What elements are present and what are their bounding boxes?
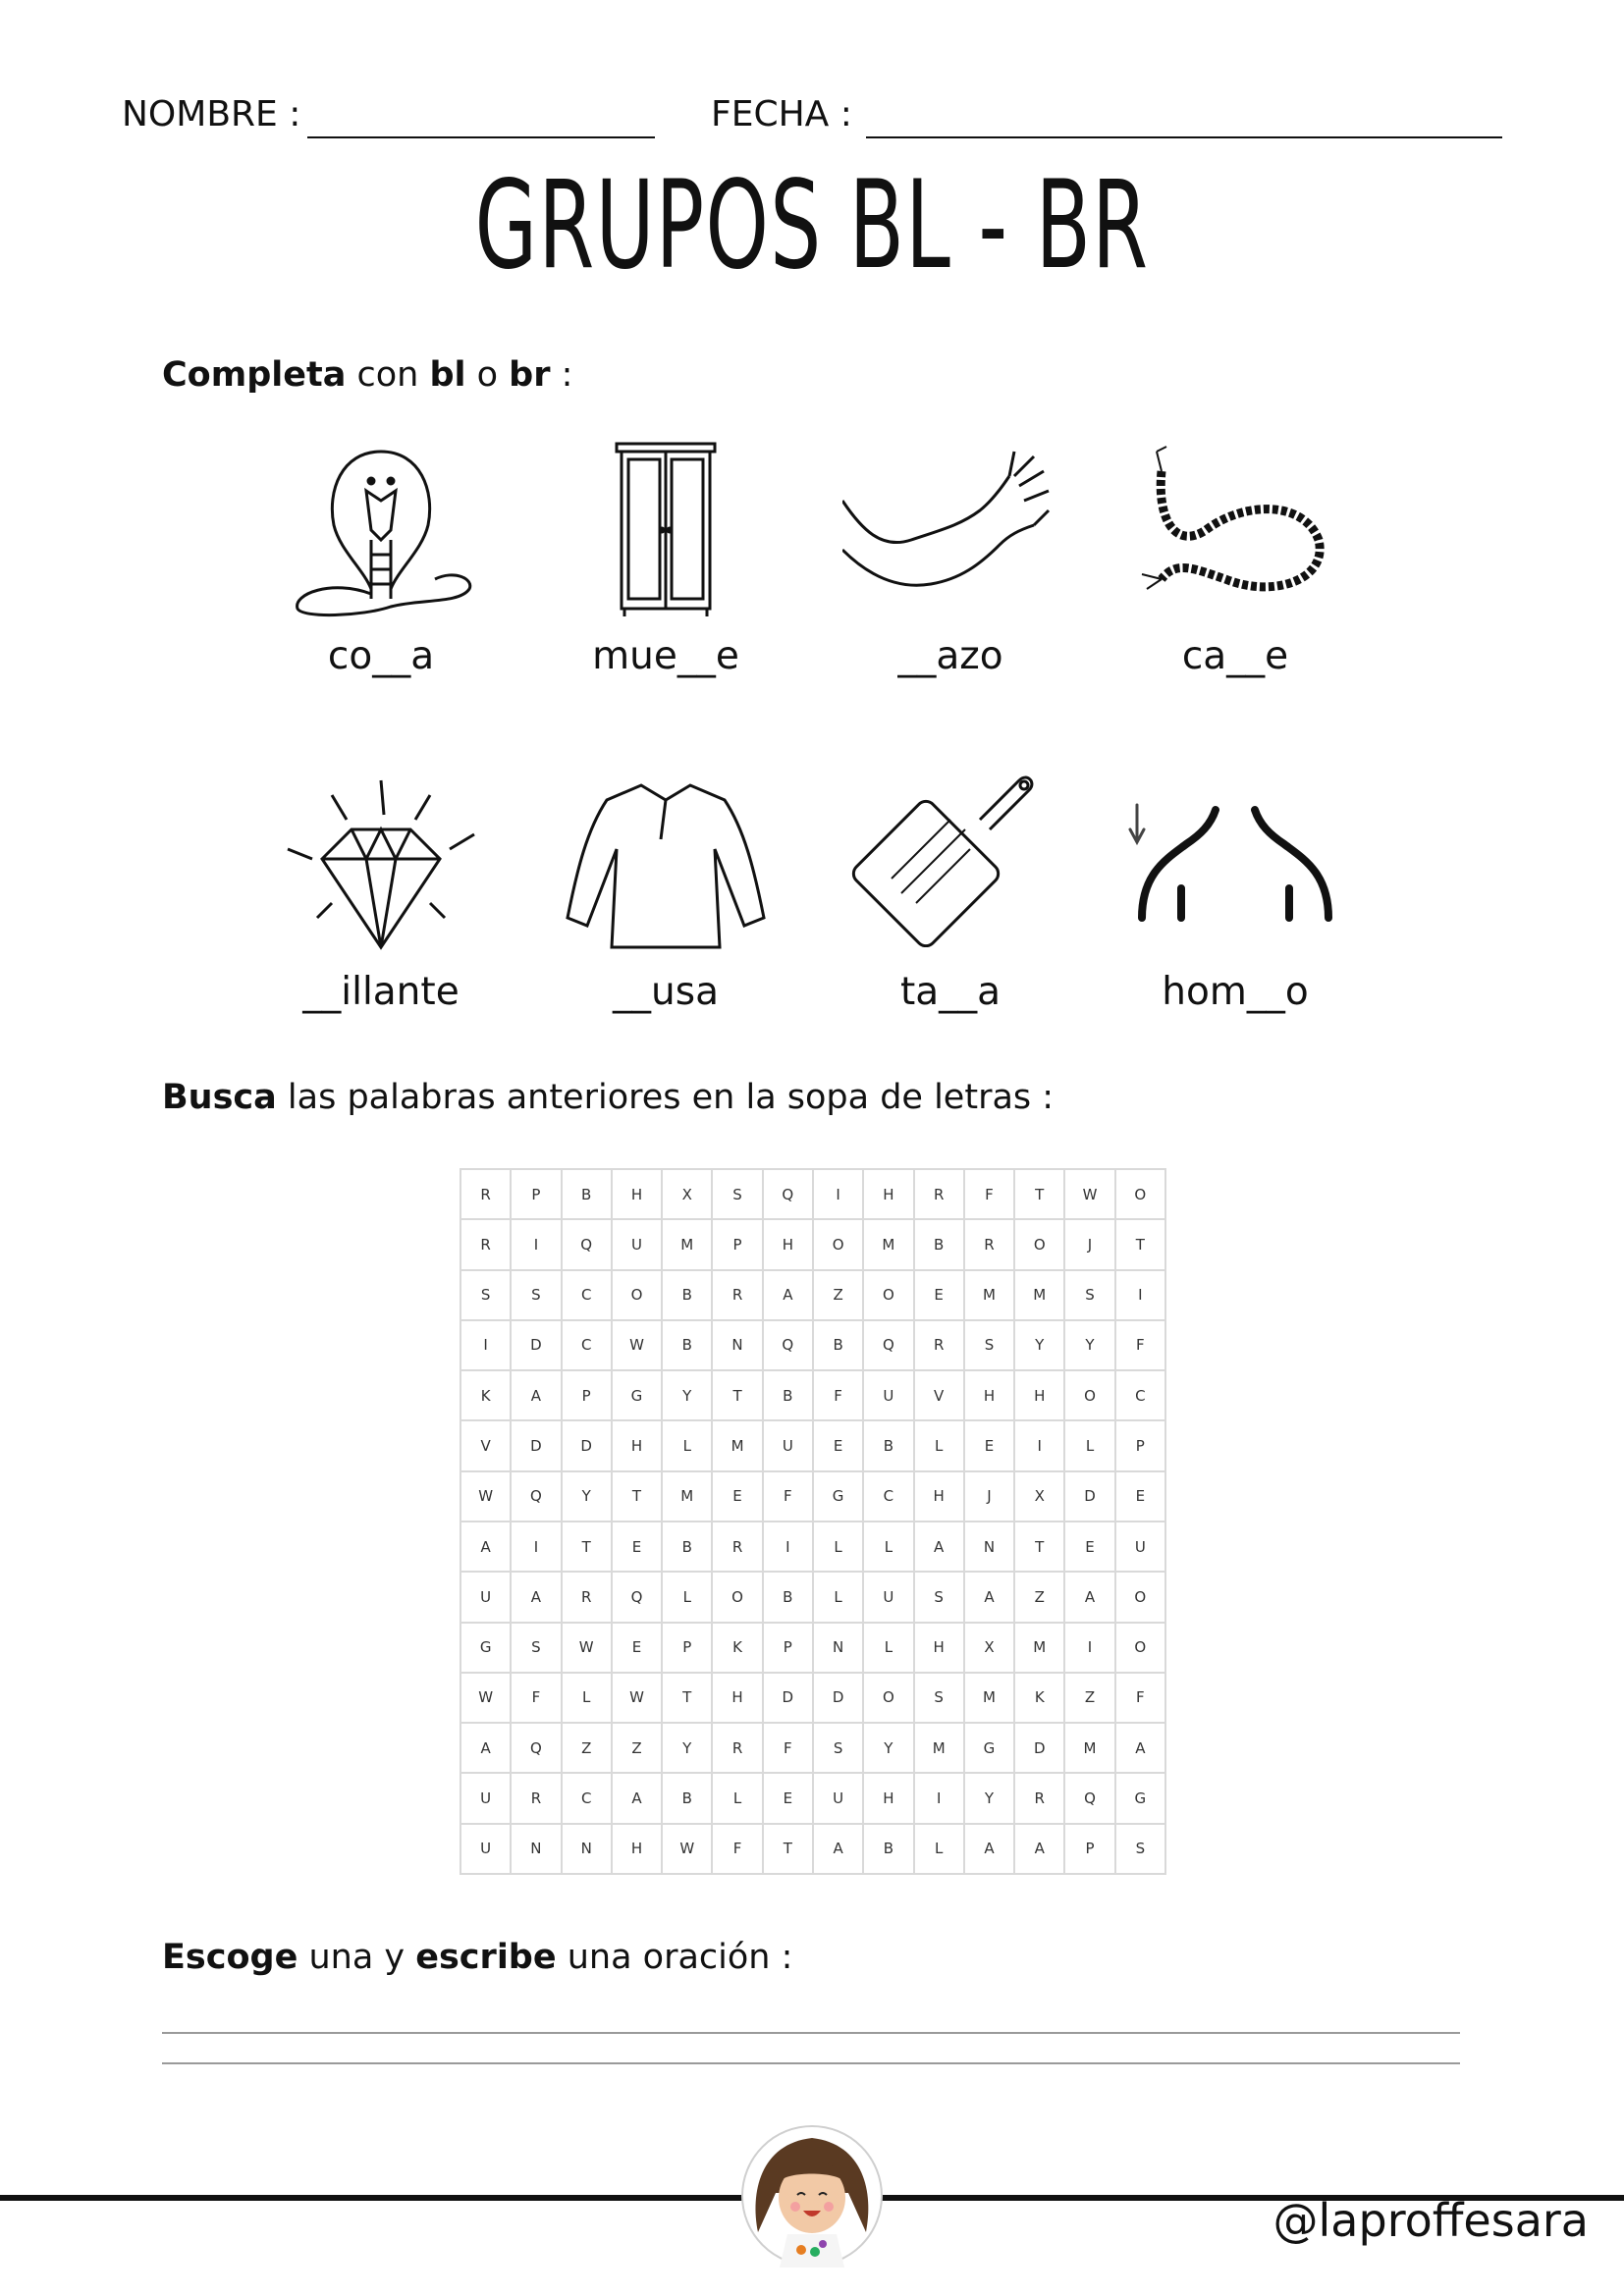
grid-cell[interactable]: W	[460, 1673, 511, 1723]
grid-cell[interactable]: H	[1014, 1370, 1064, 1420]
word-search-grid	[460, 1168, 1166, 1875]
grid-cell[interactable]: C	[562, 1320, 612, 1370]
grid-cell[interactable]: P	[1115, 1420, 1165, 1470]
grid-cell[interactable]: S	[813, 1723, 863, 1773]
grid-cell[interactable]: H	[612, 1824, 662, 1874]
grid-cell[interactable]: G	[964, 1723, 1014, 1773]
date-label: FECHA :	[711, 94, 852, 134]
grid-cell[interactable]: I	[763, 1522, 813, 1572]
diamond-icon	[273, 771, 489, 957]
grid-row	[460, 1572, 1165, 1622]
grid-cell[interactable]: D	[813, 1673, 863, 1723]
word-item: __azo	[897, 634, 1003, 678]
grid-cell[interactable]: Q	[562, 1219, 612, 1269]
grid-cell[interactable]: Y	[662, 1370, 712, 1420]
grid-cell[interactable]: O	[712, 1572, 762, 1622]
grid-cell[interactable]: W	[612, 1320, 662, 1370]
grid-cell[interactable]: K	[1014, 1673, 1064, 1723]
grid-cell[interactable]: R	[712, 1270, 762, 1320]
instr-bold: Busca	[162, 1078, 277, 1117]
grid-cell[interactable]: M	[863, 1219, 913, 1269]
grid-cell[interactable]: Z	[562, 1723, 612, 1773]
cobra-icon	[273, 432, 489, 618]
grid-cell[interactable]: N	[813, 1623, 863, 1673]
writing-line[interactable]	[162, 2062, 1460, 2064]
grid-cell[interactable]: B	[662, 1522, 712, 1572]
instr-text: una y	[298, 1938, 416, 1977]
grid-row	[460, 1673, 1165, 1723]
grid-cell[interactable]: Z	[612, 1723, 662, 1773]
grid-cell[interactable]: U	[460, 1572, 511, 1622]
grid-cell[interactable]: U	[460, 1773, 511, 1823]
wardrobe-icon	[558, 432, 774, 618]
grid-cell[interactable]: T	[662, 1673, 712, 1723]
grid-cell[interactable]: C	[1115, 1370, 1165, 1420]
grid-cell[interactable]: H	[763, 1219, 813, 1269]
grid-cell[interactable]: E	[964, 1420, 1014, 1470]
grid-cell[interactable]: Z	[813, 1270, 863, 1320]
grid-cell[interactable]: B	[763, 1572, 813, 1622]
grid-cell[interactable]: M	[914, 1723, 964, 1773]
page-title: GRUPOS BL - BR	[474, 155, 1150, 296]
grid-cell[interactable]: S	[511, 1270, 561, 1320]
grid-row	[460, 1824, 1165, 1874]
grid-cell[interactable]: S	[914, 1572, 964, 1622]
grid-cell[interactable]: H	[863, 1169, 913, 1219]
grid-row	[460, 1320, 1165, 1370]
grid-cell[interactable]: O	[1014, 1219, 1064, 1269]
grid-cell[interactable]: Q	[1064, 1773, 1114, 1823]
grid-cell[interactable]: I	[511, 1219, 561, 1269]
grid-cell[interactable]: G	[612, 1370, 662, 1420]
grid-cell[interactable]: G	[813, 1471, 863, 1522]
grid-cell[interactable]: T	[1115, 1219, 1165, 1269]
grid-cell[interactable]: H	[863, 1773, 913, 1823]
grid-cell[interactable]: M	[662, 1471, 712, 1522]
grid-cell[interactable]: S	[511, 1623, 561, 1673]
blouse-icon	[558, 771, 774, 957]
grid-cell[interactable]: L	[712, 1773, 762, 1823]
grid-cell[interactable]: N	[964, 1522, 1014, 1572]
name-label: NOMBRE :	[122, 94, 301, 134]
grid-cell[interactable]: M	[662, 1219, 712, 1269]
grid-cell[interactable]: W	[460, 1471, 511, 1522]
grid-cell[interactable]: Y	[562, 1471, 612, 1522]
grid-cell[interactable]: Q	[511, 1471, 561, 1522]
grid-cell[interactable]: M	[964, 1270, 1014, 1320]
grid-cell[interactable]: R	[712, 1522, 762, 1572]
grid-cell[interactable]: B	[813, 1320, 863, 1370]
grid-cell[interactable]: Y	[863, 1723, 913, 1773]
word-item: __usa	[613, 970, 719, 1014]
grid-cell[interactable]: X	[964, 1623, 1014, 1673]
grid-cell[interactable]: U	[863, 1572, 913, 1622]
grid-row	[460, 1370, 1165, 1420]
grid-cell[interactable]: H	[914, 1623, 964, 1673]
grid-cell[interactable]: I	[511, 1522, 561, 1572]
grid-cell[interactable]: Z	[1014, 1572, 1064, 1622]
grid-cell[interactable]: O	[863, 1270, 913, 1320]
grid-cell[interactable]: T	[763, 1824, 813, 1874]
grid-cell[interactable]: X	[662, 1169, 712, 1219]
grid-cell[interactable]: F	[1115, 1673, 1165, 1723]
grid-cell[interactable]: A	[1014, 1824, 1064, 1874]
grid-cell[interactable]: R	[914, 1169, 964, 1219]
grid-cell[interactable]: T	[562, 1522, 612, 1572]
grid-cell[interactable]: U	[863, 1370, 913, 1420]
grid-cell[interactable]: B	[914, 1219, 964, 1269]
grid-cell[interactable]: A	[964, 1572, 1014, 1622]
grid-cell[interactable]: B	[662, 1773, 712, 1823]
grid-cell[interactable]: D	[562, 1420, 612, 1470]
grid-cell[interactable]: E	[612, 1522, 662, 1572]
grid-cell[interactable]: Q	[612, 1572, 662, 1622]
grid-cell[interactable]: M	[964, 1673, 1014, 1723]
grid-cell[interactable]: A	[612, 1773, 662, 1823]
grid-cell[interactable]: P	[712, 1219, 762, 1269]
grid-cell[interactable]: A	[460, 1723, 511, 1773]
grid-cell[interactable]: L	[863, 1522, 913, 1572]
grid-cell[interactable]: U	[460, 1824, 511, 1874]
grid-cell[interactable]: R	[964, 1219, 1014, 1269]
grid-cell[interactable]: M	[1014, 1623, 1064, 1673]
arm-icon	[842, 432, 1058, 618]
grid-cell[interactable]: L	[1064, 1420, 1114, 1470]
grid-cell[interactable]: T	[612, 1471, 662, 1522]
grid-cell[interactable]: F	[763, 1471, 813, 1522]
grid-cell[interactable]: U	[612, 1219, 662, 1269]
grid-cell[interactable]: O	[863, 1673, 913, 1723]
grid-cell[interactable]: J	[964, 1471, 1014, 1522]
grid-cell[interactable]: E	[914, 1270, 964, 1320]
grid-cell[interactable]: L	[863, 1623, 913, 1673]
grid-cell[interactable]: Y	[1014, 1320, 1064, 1370]
grid-cell[interactable]: B	[863, 1420, 913, 1470]
grid-cell[interactable]: R	[712, 1723, 762, 1773]
grid-cell[interactable]: E	[612, 1623, 662, 1673]
grid-cell[interactable]: V	[460, 1420, 511, 1470]
grid-cell[interactable]: D	[1014, 1723, 1064, 1773]
instr-bold: escribe	[415, 1938, 557, 1977]
grid-cell[interactable]: R	[460, 1219, 511, 1269]
grid-cell[interactable]: O	[1115, 1572, 1165, 1622]
grid-cell[interactable]: A	[964, 1824, 1014, 1874]
grid-cell[interactable]: W	[662, 1824, 712, 1874]
grid-cell[interactable]: F	[712, 1824, 762, 1874]
grid-row	[460, 1169, 1165, 1219]
grid-cell[interactable]: I	[1064, 1623, 1114, 1673]
grid-cell[interactable]: F	[813, 1370, 863, 1420]
grid-cell[interactable]: N	[562, 1824, 612, 1874]
grid-cell[interactable]: Z	[1064, 1673, 1114, 1723]
grid-row	[460, 1219, 1165, 1269]
grid-cell[interactable]: F	[1115, 1320, 1165, 1370]
cutting-board-icon	[842, 761, 1058, 947]
grid-cell[interactable]: A	[511, 1370, 561, 1420]
grid-cell[interactable]: F	[763, 1723, 813, 1773]
grid-cell[interactable]: S	[914, 1673, 964, 1723]
author-handle: @laproffesara	[1272, 2194, 1589, 2247]
writing-line[interactable]	[162, 2032, 1460, 2034]
instr-text: con	[346, 355, 430, 395]
grid-cell[interactable]: E	[1064, 1522, 1114, 1572]
grid-cell[interactable]: P	[562, 1370, 612, 1420]
grid-cell[interactable]: K	[460, 1370, 511, 1420]
grid-cell[interactable]: R	[460, 1169, 511, 1219]
grid-cell[interactable]: A	[813, 1824, 863, 1874]
instr-text: las palabras anteriores en la sopa de letras :	[276, 1078, 1055, 1117]
instr-bold: br	[509, 355, 551, 395]
grid-cell[interactable]: K	[712, 1623, 762, 1673]
grid-cell[interactable]: C	[562, 1773, 612, 1823]
grid-cell[interactable]: H	[964, 1370, 1014, 1420]
grid-cell[interactable]: B	[763, 1370, 813, 1420]
grid-cell[interactable]: A	[460, 1522, 511, 1572]
grid-cell[interactable]: C	[562, 1270, 612, 1320]
grid-cell[interactable]: D	[511, 1320, 561, 1370]
grid-cell[interactable]: U	[813, 1773, 863, 1823]
grid-cell[interactable]: M	[1064, 1723, 1114, 1773]
shoulders-icon	[1127, 785, 1343, 972]
grid-cell[interactable]: W	[562, 1623, 612, 1673]
grid-cell[interactable]: O	[1064, 1370, 1114, 1420]
grid-cell[interactable]: Y	[1064, 1320, 1114, 1370]
grid-cell[interactable]: I	[914, 1773, 964, 1823]
instr-text: :	[550, 355, 573, 395]
grid-cell[interactable]: O	[1115, 1169, 1165, 1219]
instr-text: una oración :	[556, 1938, 793, 1977]
grid-cell[interactable]: P	[511, 1169, 561, 1219]
instr-bold: bl	[429, 355, 466, 395]
date-field[interactable]	[866, 136, 1502, 138]
grid-row	[460, 1723, 1165, 1773]
grid-cell[interactable]: R	[1014, 1773, 1064, 1823]
grid-cell[interactable]: P	[763, 1623, 813, 1673]
grid-cell[interactable]: W	[612, 1673, 662, 1723]
grid-cell[interactable]: P	[662, 1623, 712, 1673]
cable-icon	[1127, 432, 1343, 618]
grid-cell[interactable]: B	[662, 1320, 712, 1370]
grid-cell[interactable]: L	[562, 1673, 612, 1723]
grid-cell[interactable]: B	[662, 1270, 712, 1320]
instruction-write	[162, 1938, 792, 1977]
word-item: mue__e	[592, 634, 739, 678]
grid-cell[interactable]: V	[914, 1370, 964, 1420]
grid-cell[interactable]: Q	[763, 1169, 813, 1219]
grid-cell[interactable]: E	[763, 1773, 813, 1823]
grid-cell[interactable]: L	[813, 1522, 863, 1572]
grid-cell[interactable]: R	[914, 1320, 964, 1370]
grid-cell[interactable]: M	[1014, 1270, 1064, 1320]
word-item: ca__e	[1181, 634, 1289, 678]
grid-cell[interactable]: T	[712, 1370, 762, 1420]
grid-cell[interactable]: U	[1115, 1522, 1165, 1572]
instr-bold: Escoge	[162, 1938, 298, 1977]
grid-cell[interactable]: Q	[863, 1320, 913, 1370]
grid-cell[interactable]: Q	[511, 1723, 561, 1773]
grid-cell[interactable]: A	[511, 1572, 561, 1622]
grid-cell[interactable]: I	[460, 1320, 511, 1370]
word-item: ta__a	[899, 970, 1001, 1014]
word-item: hom__o	[1162, 970, 1309, 1014]
grid-cell[interactable]: W	[1064, 1169, 1114, 1219]
grid-cell[interactable]: S	[460, 1270, 511, 1320]
grid-cell[interactable]: Y	[964, 1773, 1014, 1823]
grid-cell[interactable]: G	[1115, 1773, 1165, 1823]
grid-cell[interactable]: O	[612, 1270, 662, 1320]
grid-cell[interactable]: A	[914, 1522, 964, 1572]
grid-row	[460, 1420, 1165, 1470]
word-item: __illante	[302, 970, 460, 1014]
grid-row	[460, 1522, 1165, 1572]
grid-cell[interactable]: F	[511, 1673, 561, 1723]
grid-cell[interactable]: E	[1115, 1471, 1165, 1522]
grid-cell[interactable]: Y	[662, 1723, 712, 1773]
grid-cell[interactable]: G	[460, 1623, 511, 1673]
teacher-avatar-icon	[740, 2124, 884, 2268]
grid-cell[interactable]: T	[1014, 1522, 1064, 1572]
grid-cell[interactable]: E	[813, 1420, 863, 1470]
grid-cell[interactable]: I	[1014, 1420, 1064, 1470]
grid-cell[interactable]: C	[863, 1471, 913, 1522]
grid-cell[interactable]: D	[511, 1420, 561, 1470]
grid-cell[interactable]: R	[562, 1572, 612, 1622]
word-item: co__a	[327, 634, 435, 678]
name-field[interactable]	[307, 136, 655, 138]
grid-cell[interactable]: S	[712, 1169, 762, 1219]
grid-cell[interactable]: N	[511, 1824, 561, 1874]
grid-cell[interactable]: S	[1064, 1270, 1114, 1320]
grid-cell[interactable]: D	[763, 1673, 813, 1723]
grid-cell[interactable]: U	[763, 1420, 813, 1470]
instr-text: o	[465, 355, 510, 395]
word-search	[460, 1168, 1166, 1875]
grid-cell[interactable]: E	[712, 1471, 762, 1522]
instr-bold: Completa	[162, 355, 347, 395]
grid-cell[interactable]: H	[712, 1673, 762, 1723]
grid-cell[interactable]: H	[612, 1169, 662, 1219]
grid-cell[interactable]: S	[1115, 1824, 1165, 1874]
grid-cell[interactable]: L	[914, 1824, 964, 1874]
grid-cell[interactable]: I	[813, 1169, 863, 1219]
grid-cell[interactable]: S	[964, 1320, 1014, 1370]
grid-cell[interactable]: J	[1064, 1219, 1114, 1269]
grid-cell[interactable]: N	[712, 1320, 762, 1370]
grid-cell[interactable]: A	[1115, 1723, 1165, 1773]
grid-cell[interactable]: P	[1064, 1824, 1114, 1874]
grid-cell[interactable]: F	[964, 1169, 1014, 1219]
grid-cell[interactable]: B	[562, 1169, 612, 1219]
grid-cell[interactable]: Q	[763, 1320, 813, 1370]
grid-cell[interactable]: A	[1064, 1572, 1114, 1622]
grid-cell[interactable]: A	[763, 1270, 813, 1320]
grid-cell[interactable]: R	[511, 1773, 561, 1823]
grid-row	[460, 1623, 1165, 1673]
grid-cell[interactable]: X	[1014, 1471, 1064, 1522]
grid-cell[interactable]: D	[1064, 1471, 1114, 1522]
grid-cell[interactable]: O	[1115, 1623, 1165, 1673]
grid-cell[interactable]: H	[914, 1471, 964, 1522]
grid-cell[interactable]: T	[1014, 1169, 1064, 1219]
grid-cell[interactable]: L	[662, 1572, 712, 1622]
grid-row	[460, 1270, 1165, 1320]
grid-cell[interactable]: I	[1115, 1270, 1165, 1320]
grid-cell[interactable]: O	[813, 1219, 863, 1269]
grid-cell[interactable]: L	[813, 1572, 863, 1622]
instruction-search	[162, 1078, 1054, 1117]
instruction-complete	[162, 355, 572, 395]
grid-cell[interactable]: B	[863, 1824, 913, 1874]
grid-cell[interactable]: L	[914, 1420, 964, 1470]
grid-row	[460, 1773, 1165, 1823]
grid-cell[interactable]: H	[612, 1420, 662, 1470]
grid-cell[interactable]: L	[662, 1420, 712, 1470]
grid-row	[460, 1471, 1165, 1522]
grid-cell[interactable]: M	[712, 1420, 762, 1470]
